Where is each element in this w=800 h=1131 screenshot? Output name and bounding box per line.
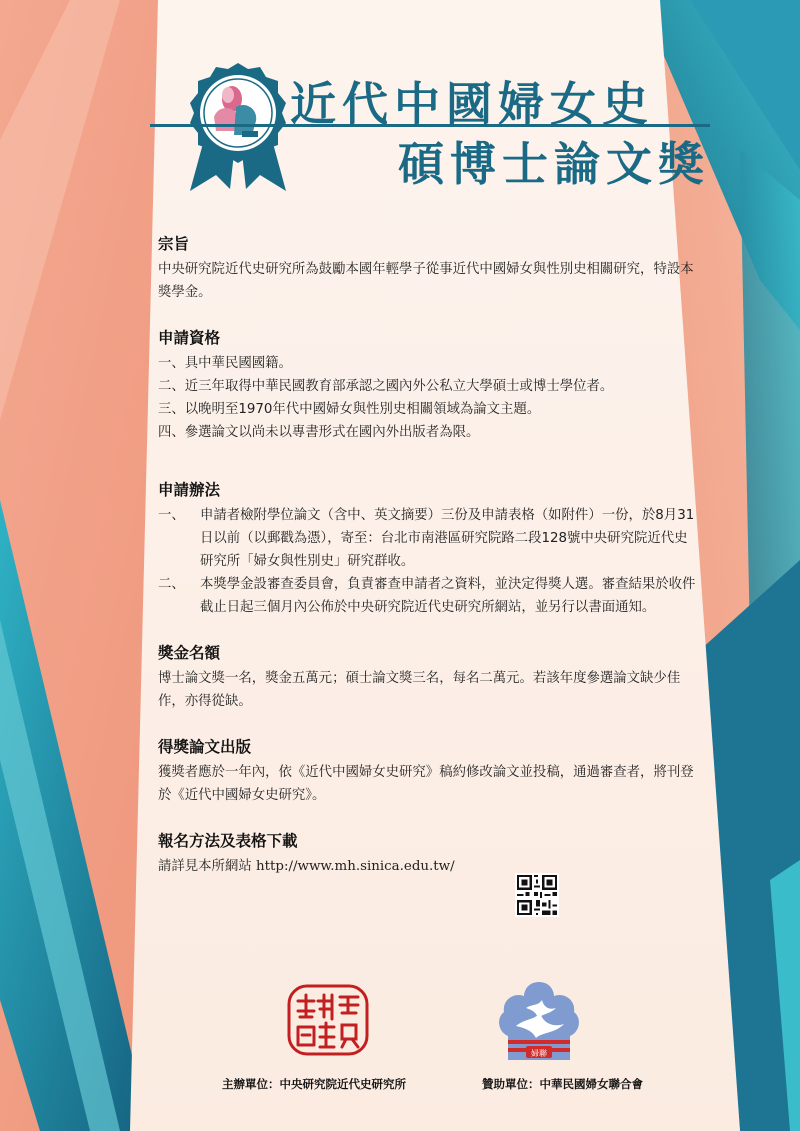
qr-code-icon[interactable]	[515, 873, 559, 917]
section-text: 博士論文獎一名，獎金五萬元；碩士論文獎三名，每名二萬元。若該年度參選論文缺少佳作，亦得從缺。	[158, 671, 681, 709]
sponsor-label: 贊助單位：中華民國婦女聯合會	[482, 1077, 643, 1091]
list-item	[158, 504, 698, 573]
page-title-line1: 近代中國婦女史	[290, 77, 654, 131]
section-eligibility	[158, 326, 698, 444]
section-title: 報名方法及表格下載	[158, 831, 298, 850]
item-number: 一、	[158, 508, 185, 523]
item-text: 申請者檢附學位論文（含中、英文摘要）三份及申請表格（如附件）一份，於8月31日以前（以郵戳為憑），寄至：台北市南港區研究院路二段128號中央研究院近代史研究所「婦女與性別史」研究群收。	[200, 508, 695, 569]
section-title: 得獎論文出版	[158, 737, 252, 756]
item-number: 二、	[158, 379, 185, 394]
item-number: 二、	[158, 577, 185, 592]
item-number: 三、	[158, 402, 185, 417]
procedure-list	[158, 504, 698, 619]
item-number: 一、	[158, 356, 185, 371]
section-registration	[158, 829, 698, 878]
item-text: 以晚明至1970年代中國婦女與性別史相關領域為論文主題。	[184, 402, 541, 417]
item-number: 四、	[158, 425, 185, 440]
section-title: 獎金名額	[158, 643, 221, 662]
item-text: 近三年取得中華民國教育部承認之國內外公私立大學碩士或博士學位者。	[184, 379, 614, 394]
list-item	[158, 398, 698, 421]
list-item	[158, 375, 698, 398]
section-purpose	[158, 232, 698, 304]
item-text: 參選論文以尚未以專書形式在國內外出版者為限。	[184, 425, 480, 440]
organizer-label: 主辦單位：中央研究院近代史研究所	[222, 1077, 406, 1091]
section-title: 申請辦法	[158, 480, 221, 499]
section-awards	[158, 641, 698, 713]
item-text: 本獎學金設審查委員會，負責審查申請者之資料，並決定得獎人選。審查結果於收件截止日起三個月內公佈於中央研究院近代史研究所網站，並另行以書面通知。	[200, 577, 696, 615]
list-item	[158, 352, 698, 375]
registration-text	[158, 855, 698, 878]
item-text: 具中華民國國籍。	[184, 356, 292, 371]
eligibility-list	[158, 352, 698, 444]
women-federation-logo-icon	[496, 978, 582, 1064]
main-content	[158, 232, 698, 900]
institute-seal-icon	[286, 983, 370, 1057]
section-procedure	[158, 478, 698, 619]
section-publication	[158, 735, 698, 807]
page-title-line2: 碩博士論文獎	[398, 137, 710, 191]
section-title: 宗旨	[158, 234, 190, 253]
registration-prefix: 請詳見本所網站	[158, 859, 252, 874]
logo-badge-text: 婦聯	[531, 1049, 547, 1058]
list-item	[158, 573, 698, 619]
list-item	[158, 421, 698, 444]
section-title: 申請資格	[158, 328, 221, 347]
section-text: 獲獎者應於一年內，依《近代中國婦女史研究》稿約修改論文並投稿，通過審查者，將刊登於《近代中國婦女史研究》。	[158, 765, 694, 803]
section-text: 中央研究院近代史研究所為鼓勵本國年輕學子從事近代中國婦女與性別史相關研究，特設本獎學金。	[158, 262, 694, 300]
website-link[interactable]: http://www.mh.sinica.edu.tw/	[256, 859, 455, 874]
